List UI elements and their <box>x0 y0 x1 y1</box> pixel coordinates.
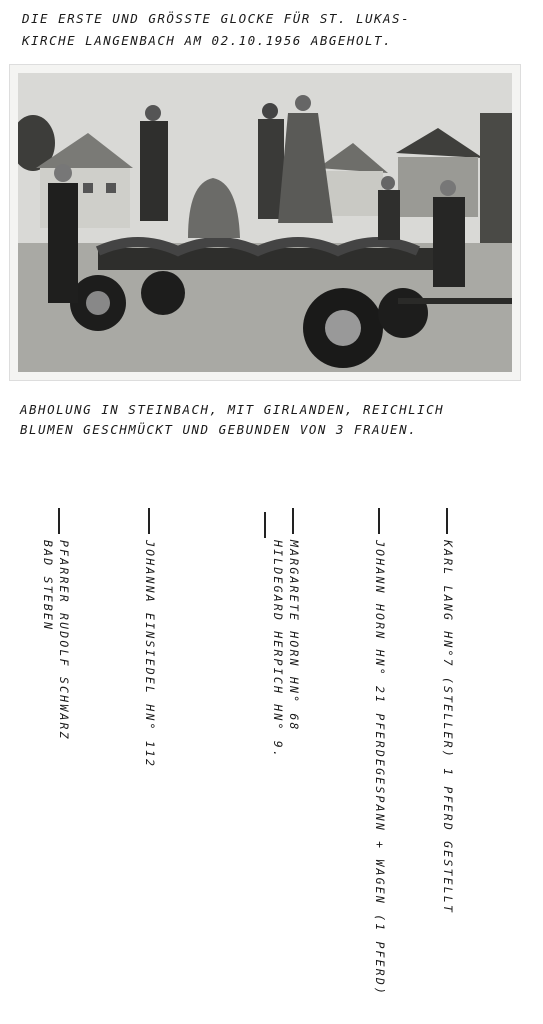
name-1-line-1: KARL LANG HN°7 (STELLER) 1 PFERD GESTELLT <box>441 540 455 915</box>
tick-line <box>148 508 150 534</box>
barn-wall <box>480 113 512 243</box>
historic-photo <box>10 65 520 380</box>
man-right-body <box>433 197 465 287</box>
name-3-line-2: HILDEGARD HERPICH HN° 9. <box>271 540 285 759</box>
photo-illustration <box>18 73 512 372</box>
name-3-line-1: MARGARETE HORN HN° 68 <box>287 540 301 732</box>
tick-line <box>58 508 60 534</box>
name-2-line-1: JOHANN HORN HN° 21 PFERDEGESPANN + WAGEN (1 PFERD) <box>373 540 387 997</box>
man-left-body <box>48 183 78 303</box>
tick-line <box>446 508 448 534</box>
tick-line <box>264 512 266 538</box>
caption-line-2: BLUMEN GESCHMÜCKT UND GEBUNDEN VON 3 FRAUEN. <box>20 422 418 437</box>
tick-line <box>292 508 294 534</box>
header-line-2: KIRCHE LANGENBACH AM 02.10.1956 ABGEHOLT. <box>22 33 393 48</box>
name-5-line-1: PFARRER RUDOLF SCHWARZ <box>57 540 71 741</box>
name-4-line-1: JOHANNA EINSIEDEL HN° 112 <box>143 540 157 769</box>
header-line-1: DIE ERSTE UND GRÖSSTE GLOCKE FÜR ST. LUKAS- <box>22 11 411 26</box>
name-5-line-2: BAD STEBEN <box>41 540 55 632</box>
caption-line-1: ABHOLUNG IN STEINBACH, MIT GIRLANDEN, REICHLICH <box>20 402 445 417</box>
woman-1-body <box>140 121 168 221</box>
caption-text <box>20 400 535 440</box>
woman-1-head <box>145 105 161 121</box>
man-left-head <box>54 164 72 182</box>
tick-line <box>378 508 380 534</box>
header-text <box>22 8 522 52</box>
